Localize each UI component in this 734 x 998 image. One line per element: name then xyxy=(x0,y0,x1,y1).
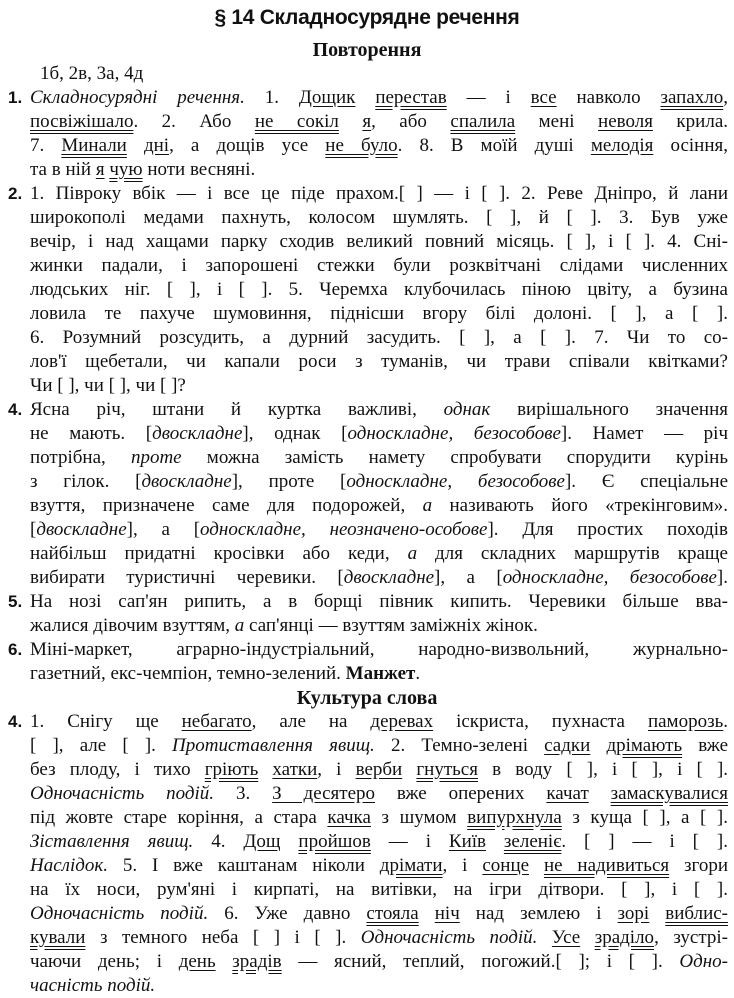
text-run: , і xyxy=(442,855,483,876)
text-run: , зустрі- xyxy=(654,927,728,948)
text-run: з гілок. [ xyxy=(30,471,142,492)
text-run: потрібна, xyxy=(30,447,131,468)
text-run: під жовте старе коріння, а стара xyxy=(30,807,328,828)
text-run: — і xyxy=(446,87,531,108)
subject-underlined: неволя xyxy=(598,111,653,132)
text-run: взуття, призначене саме для подорожей, xyxy=(30,495,423,516)
subject-underlined: все xyxy=(530,87,557,108)
text-run: людських ніг. [ ], і [ ]. 5. Черемха клубочилась піною цвіту, а бузина xyxy=(30,279,728,300)
text-line xyxy=(0,950,734,974)
predicate-underlined: дрімати xyxy=(379,855,443,876)
predicate-underlined: гнуться xyxy=(416,759,478,780)
text-run: ], проте [ xyxy=(231,471,347,492)
text-line xyxy=(0,230,734,254)
exercise-number: 4. xyxy=(8,712,23,731)
text-run: газетний, екс-чемпіон, темно-зелений. xyxy=(30,663,346,684)
text-run: 4. xyxy=(193,831,244,852)
text-run: Міні-маркет, аграрно-індустріальний, народно-визвольний, журнально- xyxy=(30,639,728,660)
subject-underlined: верби xyxy=(355,759,403,780)
predicate-underlined: не було xyxy=(325,135,398,156)
text-line xyxy=(0,926,734,950)
text-line xyxy=(0,446,734,470)
text-line xyxy=(0,614,734,638)
italic-text: однак xyxy=(443,399,491,420)
text-line xyxy=(0,110,734,134)
text-line xyxy=(0,278,734,302)
text-line xyxy=(0,422,734,446)
text-run xyxy=(589,783,611,804)
italic-text: Одночасність подій. xyxy=(30,903,209,924)
italic-text: двоскладне xyxy=(36,519,127,540)
predicate-underlined: замаскувалися xyxy=(610,783,728,804)
italic-text: Наслідок. xyxy=(30,855,108,876)
text-run: ]. Намет — річ xyxy=(560,423,729,444)
subject-underlined: З десятеро xyxy=(272,783,376,804)
predicate-underlined: кували xyxy=(30,927,86,948)
italic-text: Одно- xyxy=(679,951,728,972)
text-run: навколо xyxy=(556,87,661,108)
text-run: — і xyxy=(370,831,449,852)
text-run: . xyxy=(723,711,728,732)
text-run: , або xyxy=(371,111,451,132)
text-run: ]. Для простих походів xyxy=(487,519,728,540)
subject-underlined: паморозь xyxy=(647,711,724,732)
text-run xyxy=(339,111,362,132)
text-run: можна замість намету спробувати спорудити курінь xyxy=(181,447,729,468)
subject-underlined: Дощ xyxy=(243,831,281,852)
text-run: . [ ] — і [ ]. xyxy=(561,831,728,852)
subject-underlined: ніч xyxy=(434,903,460,924)
text-line xyxy=(0,782,734,806)
text-line xyxy=(0,254,734,278)
predicate-underlined: стояла xyxy=(366,903,419,924)
text-line xyxy=(0,566,734,590)
text-run: 7. xyxy=(30,135,62,156)
text-line xyxy=(0,374,734,398)
predicate-underlined: посвіжішало xyxy=(30,111,134,132)
text-run xyxy=(649,903,665,924)
italic-text: а xyxy=(422,495,433,516)
text-run: ноти весняні. xyxy=(142,159,256,180)
subject-underlined: качка xyxy=(327,807,371,828)
text-run: Чи [ ], чи [ ], чи [ ]? xyxy=(30,375,186,396)
text-run xyxy=(280,831,298,852)
text-run: чаючи день; і xyxy=(30,951,179,972)
text-run: з темного неба [ ] і [ ]. xyxy=(85,927,361,948)
text-line xyxy=(0,542,734,566)
text-run: ]. Є спеціальне xyxy=(564,471,729,492)
subject-underlined: зорі xyxy=(617,903,650,924)
text-run: над землею і xyxy=(459,903,618,924)
italic-text: проте xyxy=(130,447,182,468)
text-run: з куща [ ], а [ ]. xyxy=(561,807,728,828)
text-run: ]. xyxy=(716,567,728,588)
text-line xyxy=(0,302,734,326)
text-run: вже оперених xyxy=(375,783,547,804)
predicate-underlined: дрімають xyxy=(606,735,683,756)
text-run: іскриста, пухнаста xyxy=(433,711,648,732)
subject-underlined: качат xyxy=(546,783,589,804)
text-run: . xyxy=(415,663,421,684)
subject-underlined: день xyxy=(178,951,216,972)
subject-underlined: Усе xyxy=(551,927,581,948)
italic-text: а xyxy=(407,543,418,564)
text-run: 3. xyxy=(214,783,273,804)
text-run: широкополі медами пахнуть, колосом шумлять. [ ], й [ ]. 3. Був уже xyxy=(30,207,728,228)
text-run: називають його «трекінговим». xyxy=(432,495,728,516)
italic-text: односкладне, безособове xyxy=(346,471,565,492)
text-line xyxy=(0,326,734,350)
text-run: з шумом xyxy=(370,807,468,828)
text-run: на їх носи, рум'яні і кирпаті, на витівки, на ігри дітвори. [ ], і [ ]. xyxy=(30,879,728,900)
subject-underlined: дні xyxy=(143,135,170,156)
text-run xyxy=(258,759,272,780)
text-run xyxy=(355,87,375,108)
text-line xyxy=(0,350,734,374)
text-run: Ясна річ, штани й куртка важливі, xyxy=(30,399,444,420)
text-run: . 2. Або xyxy=(133,111,255,132)
text-run: вибирати туристичні черевики. [ xyxy=(30,567,344,588)
predicate-underlined: Минали xyxy=(61,135,127,156)
text-run: мені xyxy=(515,111,599,132)
text-run: 5. І вже каштанам ніколи xyxy=(107,855,380,876)
text-run: 6. Уже давно xyxy=(208,903,367,924)
italic-text: Протиставлення явищ. xyxy=(172,735,375,756)
text-run: [ xyxy=(30,519,37,540)
text-run: Повторення xyxy=(312,39,422,61)
text-run: [ ], але [ ]. xyxy=(30,735,173,756)
italic-text: односкладне, безособове xyxy=(502,567,717,588)
text-run: найбільш придатні кросівки або кеди, xyxy=(30,543,408,564)
text-run: жалися дівочим взуттям, xyxy=(30,615,235,636)
text-run: вирішального значення xyxy=(490,399,728,420)
page-title: § 14 Складносурядне речення xyxy=(214,6,520,29)
text-run: вечір, і над хащами парку сходив великий повний місяць. [ ], і [ ]. 4. Сні- xyxy=(30,231,728,252)
text-run: , і xyxy=(317,759,356,780)
text-run: 1. Півроку вбік — і все це піде прахом.[ ] — і [ ]. 2. Реве Дніпро, й лани xyxy=(30,183,728,204)
text-line xyxy=(0,494,734,518)
text-run xyxy=(216,951,233,972)
text-line xyxy=(0,662,734,686)
subject-underlined: садки xyxy=(544,735,591,756)
bold-text: Манжет xyxy=(345,663,416,684)
subject-underlined: Київ xyxy=(448,831,486,852)
text-line xyxy=(0,806,734,830)
text-run: в воду [ ], і [ ], і [ ]. xyxy=(477,759,729,780)
text-run: ], а [ xyxy=(126,519,201,540)
predicate-underlined: спалила xyxy=(450,111,516,132)
text-run xyxy=(402,759,416,780)
text-run: , xyxy=(723,87,729,108)
text-run: 2. Темно-зелені xyxy=(374,735,545,756)
text-line xyxy=(0,638,734,662)
text-run: вже xyxy=(682,735,729,756)
subject-underlined: Дощик xyxy=(298,87,356,108)
text-line xyxy=(0,902,734,926)
answer-key-line xyxy=(0,62,734,86)
text-run: 6. Розумний розсудить, а дурний засудить. [ ], а [ ]. 7. Чи то со- xyxy=(30,327,728,348)
subject-underlined: небагато xyxy=(181,711,252,732)
text-run xyxy=(127,135,144,156)
text-run: 1. xyxy=(244,87,299,108)
subject-underlined: я xyxy=(95,159,105,180)
text-run: , а дощів усе xyxy=(169,135,326,156)
predicate-underlined: зрадів xyxy=(232,951,282,972)
subject-underlined: сонце xyxy=(482,855,530,876)
text-run: крила. xyxy=(652,111,728,132)
text-line xyxy=(0,974,734,998)
italic-text: Одночасність подій. xyxy=(360,927,538,948)
text-line xyxy=(0,182,734,206)
text-line xyxy=(0,134,734,158)
text-line xyxy=(0,470,734,494)
text-run: — ясний, теплий, погожий.[ ]; і [ ]. xyxy=(281,951,680,972)
exercise-number: 5. xyxy=(8,592,23,611)
text-run xyxy=(580,927,595,948)
italic-text: Зіставлення явищ. xyxy=(30,831,194,852)
predicate-underlined: зеленіє xyxy=(503,831,562,852)
predicate-underlined: випурхнула xyxy=(467,807,562,828)
text-run xyxy=(537,927,552,948)
text-run: 1б, 2в, 3а, 4д xyxy=(40,63,144,84)
text-line xyxy=(0,206,734,230)
text-line xyxy=(0,734,734,758)
text-run: жинки падали, і запорошені стежки були розквітчані слідами численних xyxy=(30,255,728,276)
text-run: не мають. [ xyxy=(30,423,153,444)
text-line xyxy=(0,878,734,902)
exercise-number: 2. xyxy=(8,184,23,203)
subject-underlined: мелодія xyxy=(590,135,654,156)
italic-text: односкладне, безособове xyxy=(347,423,561,444)
text-run xyxy=(419,903,435,924)
exercise-number: 6. xyxy=(8,640,23,659)
text-line xyxy=(0,710,734,734)
text-line xyxy=(0,854,734,878)
predicate-underlined: виблис- xyxy=(665,903,729,924)
subject-underlined: я xyxy=(362,111,372,132)
text-line xyxy=(0,398,734,422)
text-run xyxy=(529,855,544,876)
exercise-number: 1. xyxy=(8,88,23,107)
text-run: 1. Снігу ще xyxy=(30,711,182,732)
text-run: та в ній xyxy=(30,159,96,180)
text-run: , але на xyxy=(251,711,371,732)
italic-text: а xyxy=(234,615,245,636)
text-run: Культура слова xyxy=(296,687,438,709)
text-run: лов'ї щебетали, чи капали роси з туманів, чи трави співали квітками? xyxy=(30,351,728,372)
text-line xyxy=(0,86,734,110)
text-run: . 8. В моїй душі xyxy=(397,135,591,156)
text-run: ], однак [ xyxy=(242,423,348,444)
text-run xyxy=(486,831,504,852)
subject-underlined: деревах xyxy=(370,711,434,732)
italic-text: двоскладне xyxy=(141,471,232,492)
italic-text: Складносурядні речення. xyxy=(30,87,245,108)
page-body xyxy=(0,38,734,998)
text-run xyxy=(590,735,606,756)
subject-underlined: хатки xyxy=(272,759,318,780)
text-run: сап'янці — взуттям заміжніх жінок. xyxy=(244,615,538,636)
text-run: На нозі сап'ян рипить, а в борщі півник кипить. Черевики більше вва- xyxy=(30,591,728,612)
text-run: для складних маршрутів краще xyxy=(417,543,728,564)
text-line xyxy=(0,758,734,782)
predicate-underlined: запахло xyxy=(660,87,724,108)
predicate-underlined: перестав xyxy=(375,87,447,108)
text-line xyxy=(0,518,734,542)
text-line xyxy=(0,590,734,614)
text-run: згори xyxy=(669,855,729,876)
italic-text: часність подій. xyxy=(30,975,156,996)
predicate-underlined: пройшов xyxy=(298,831,371,852)
italic-text: односкладне, неозначено-особове xyxy=(200,519,488,540)
predicate-underlined: гріють xyxy=(204,759,259,780)
section-heading xyxy=(0,38,734,62)
section-heading xyxy=(0,686,734,710)
predicate-underlined: чую xyxy=(109,159,143,180)
italic-text: двоскладне xyxy=(152,423,243,444)
text-line xyxy=(0,830,734,854)
text-run: ловила те пахуче шумовиння, піднісши вгору білі долоні. [ ], а [ ]. xyxy=(30,303,728,324)
predicate-underlined: не надивиться xyxy=(543,855,670,876)
text-line xyxy=(0,158,734,182)
italic-text: двоскладне xyxy=(343,567,435,588)
predicate-underlined: не сокіл xyxy=(254,111,339,132)
predicate-underlined: зраділо xyxy=(594,927,655,948)
text-run: без плоду, і тихо xyxy=(30,759,205,780)
text-run: ], а [ xyxy=(434,567,503,588)
exercise-number: 4. xyxy=(8,400,23,419)
text-run: осіння, xyxy=(653,135,728,156)
italic-text: Одночасність подій. xyxy=(30,783,215,804)
